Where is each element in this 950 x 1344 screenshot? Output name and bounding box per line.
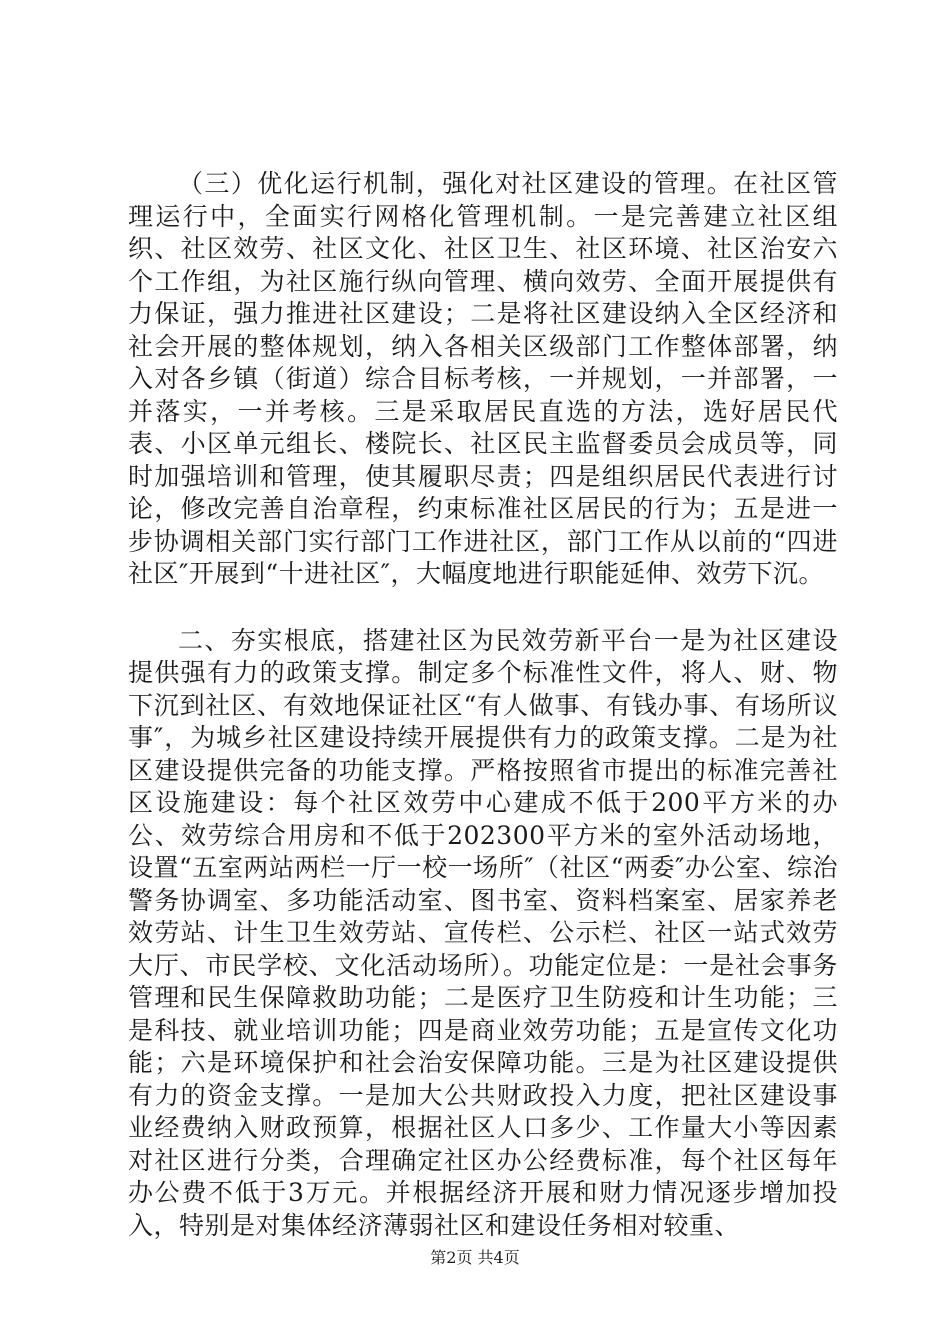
paragraph-consolidate-foundation: 二、夯实根底，搭建社区为民效劳新平台一是为社区建设提供强有力的政策支撑。制定多个标准性文件，将人、财、物下沉到社区、有效地保证社区“有人做事、有钱办事、有场所议事″，为城乡社区建设持续开展提供有力的政策支撑。二是为社区建设提供完备的功能支撑。严格按照省市提出的标准完善社区设施建设：每个社区效劳中心建成不低于200平方米的办公、效劳综合用房和不低于202300平方米的室外活动场地，设置“五室两站两栏一厅一校一场所″（社区“两委″办公室、综治警务协调室、多功能活动室、图书室、资料档案室、居家养老效劳站、计生卫生效劳站、宣传栏、公示栏、社区一站式效劳大厅、市民学校、文化活动场所）。功能定位是：一是社会事务管理和民生保障救助功能；二是医疗卫生防疫和计生功能；三是科技、就业培训功能；四是商业效劳功能；五是宣传文化功能；六是环境保护和社会治安保障功能。三是为社区建设提供有力的资金支撑。一是加大公共财政投入力度，把社区建设事业经费纳入财政预算，根据社区人口多少、工作量大小等因素对社区进行分类，合理确定社区办公经费标准，每个社区每年办公费不低于3万元。并根据经济开展和财力情况逐步增加投入，特别是对集体经济薄弱社区和建设任务相对较重、 — [128, 625, 838, 1240]
paragraph-optimize-mechanism: （三）优化运行机制，强化对社区建设的管理。在社区管理运行中，全面实行网格化管理机制。一是完善建立社区组织、社区效劳、社区文化、社区卫生、社区环境、社区治安六个工作组，为社区施行纵向管理、横向效劳、全面开展提供有力保证，强力推进社区建设；二是将社区建设纳入全区经济和社会开展的整体规划，纳入各相关区级部门工作整体部署，纳入对各乡镇（街道）综合目标考核，一并规划，一并部署，一并落实，一并考核。三是采取居民直选的方法，选好居民代表、小区单元组长、楼院长、社区民主监督委员会成员等，同时加强培训和管理，使其履职尽责；四是组织居民代表进行讨论，修改完善自治章程，约束标准社区居民的行为；五是进一步协调相关部门实行部门工作进社区，部门工作从以前的“四进社区″开展到“十进社区″，大幅度地进行职能延伸、效劳下沉。 — [128, 169, 838, 588]
document-body — [128, 168, 838, 1242]
page-footer: 第2页 共4页 — [430, 1248, 520, 1267]
